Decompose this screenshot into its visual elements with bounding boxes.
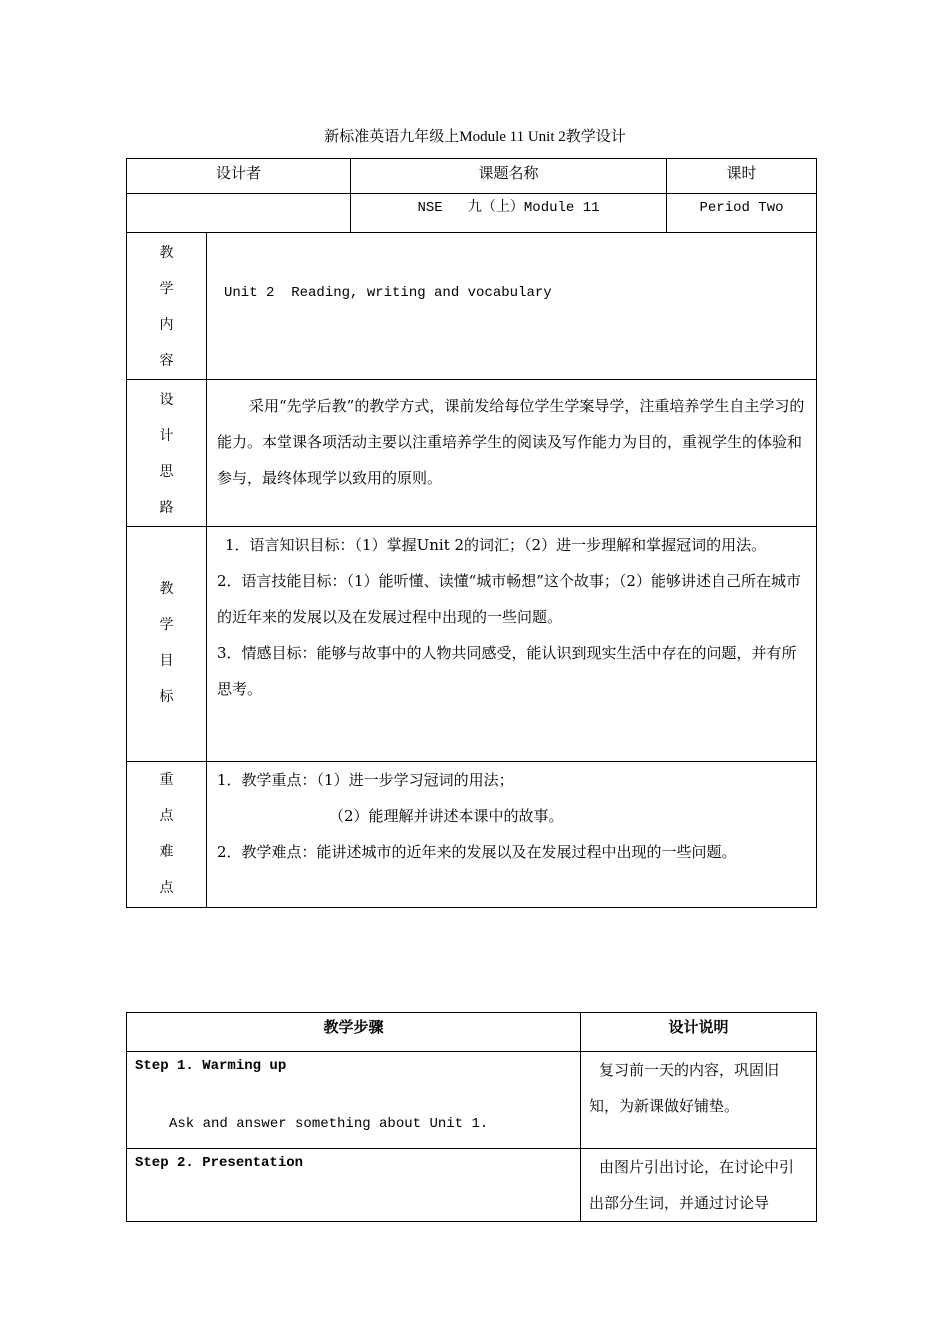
course-name-value: NSE 九（上）Module 11 — [351, 194, 667, 233]
key-point-line-2: （2）能理解并讲述本课中的故事。 — [329, 807, 564, 825]
step-1-title: Step 1. Warming up — [135, 1058, 287, 1074]
goal-item-1: 1．语言知识目标：（1）掌握Unit 2的词汇；（2）进一步理解和掌握冠词的用法。 — [225, 536, 767, 554]
step-row-1 — [127, 1052, 581, 1149]
design-thinking-text: 采用“先学后教”的教学方式，课前发给每位学生学案导学，注重培养学生自主学习的能力。本堂课各项活动主要以注重培养学生的阅读及写作能力为目的，重视学生的体验和参与，最终体现学以致用的原则。 — [207, 380, 817, 527]
teaching-content-label: 教 学 内 容 — [127, 233, 207, 380]
key-point-line-1: 1．教学重点：（1）进一步学习冠词的用法； — [217, 771, 514, 789]
step-1-note: 复习前一天的内容，巩固旧知，为新课做好铺垫。 — [581, 1052, 817, 1149]
key-difficult-points-text — [207, 762, 817, 908]
step-2-title: Step 2. Presentation — [135, 1155, 304, 1171]
period-value: Period Two — [667, 194, 817, 233]
design-thinking-label: 设 计 思 路 — [127, 380, 207, 527]
notes-column-header: 设计说明 — [581, 1013, 817, 1052]
goal-item-2: 2．语言技能目标：（1）能听懂、读懂“城市畅想”这个故事；（2）能够讲述自己所在城市的近年来的发展以及在发展过程中出现的一些问题。 — [217, 572, 801, 626]
step-1-detail: Ask and answer something about Unit 1. — [169, 1116, 489, 1132]
difficult-point-line: 2．教学难点：能讲述城市的近年来的发展以及在发展过程中出现的一些问题。 — [217, 843, 737, 861]
steps-column-header: 教学步骤 — [127, 1013, 581, 1052]
course-name-label: 课题名称 — [351, 159, 667, 194]
lesson-plan-table — [126, 158, 817, 908]
key-difficult-points-label: 重 点 难 点 — [127, 762, 207, 908]
document-title: 新标准英语九年级上Module 11 Unit 2教学设计 — [324, 129, 626, 145]
teaching-content-text: Unit 2 Reading, writing and vocabulary — [207, 233, 817, 380]
step-row-2 — [127, 1149, 581, 1222]
teaching-steps-table — [126, 1012, 817, 1222]
designer-label: 设计者 — [127, 159, 351, 194]
teaching-goals-label: 教 学 目 标 — [127, 527, 207, 762]
designer-value — [127, 194, 351, 233]
teaching-goals-text — [207, 527, 817, 762]
step-2-note: 由图片引出讨论，在讨论中引出部分生词，并通过讨论导 — [581, 1149, 817, 1222]
period-label: 课时 — [667, 159, 817, 194]
goal-item-3: 3．情感目标：能够与故事中的人物共同感受，能认识到现实生活中存在的问题，并有所思考。 — [217, 644, 797, 698]
